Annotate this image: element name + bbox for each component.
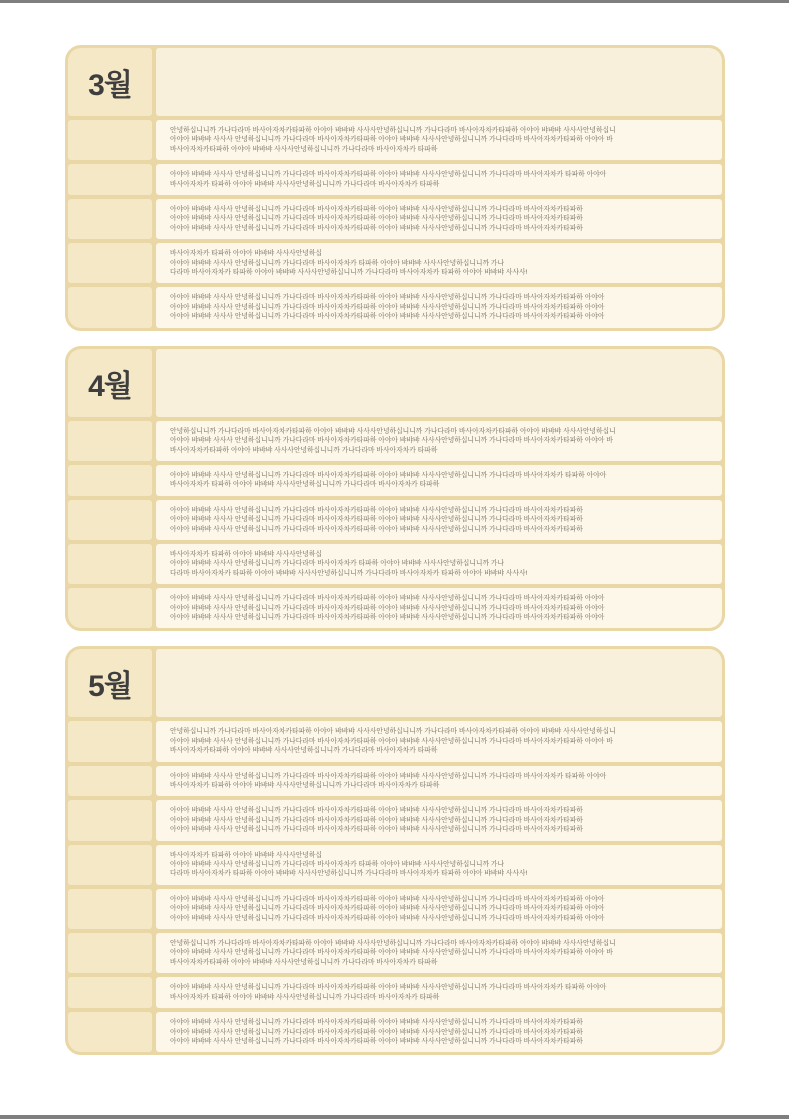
text-line: 아야아 뱌뱌뱌 사사사 안녕하십니니까 가나다라마 바사아자차카타파하 아야아 뱌뱌뱌 사사사안녕하십니니까 가나다라마 바사아자차카타파하 xyxy=(170,1019,583,1027)
text-line: 아야아 뱌뱌뱌 사사사 안녕하십니니까 가나다라마 바사아자차카타파하 아야아 뱌뱌뱌 사사사안녕하십니니까 가나다라마 바사아자차카타파하 아야아 바 xyxy=(170,949,613,957)
text-line: 아야아 뱌뱌뱌 사사사 안녕하십니니까 가나다라마 바사아자차카 타파하 아야아 뱌뱌뱌 사사사안녕하십니니까 가나 xyxy=(170,560,505,568)
row-text-cell xyxy=(156,465,722,496)
month-card xyxy=(65,346,725,632)
row-label-cell xyxy=(68,500,152,540)
row-label-cell xyxy=(68,800,152,840)
row-text-cell xyxy=(156,800,722,840)
text-line: 아야아 뱌뱌뱌 사사사 안녕하십니니까 가나다라마 바사아자차카타파하 아야아 뱌뱌뱌 사사사안녕하십니니까 가나다라마 바사아자차카타파하 아야아 xyxy=(170,914,605,922)
text-line: 다라마 바사아자차카 타파하 아야아 뱌뱌뱌 사사사안녕하십니니까 가나다라마 바사아자차카 타파하 아야아 뱌뱌뱌 사사사! xyxy=(170,569,528,577)
row-label-cell xyxy=(68,287,152,327)
text-line: 아야아 뱌뱌뱌 사사사 안녕하십니니까 가나다라마 바사아자차카타파하 아야아 뱌뱌뱌 사사사안녕하십니니까 가나다라마 바사아자차카타파하 xyxy=(170,206,583,214)
text-line: 아야아 뱌뱌뱌 사사사 안녕하십니니까 가나다라마 바사아자차카타파하 아야아 뱌뱌뱌 사사사안녕하십니니까 가나다라마 바사아자차카타파하 xyxy=(170,807,583,815)
row-text-cell xyxy=(156,421,722,461)
month-card xyxy=(65,646,725,1055)
text-line: 아야아 뱌뱌뱌 사사사 안녕하십니니까 가나다라마 바사아자차카타파하 아야아 뱌뱌뱌 사사사안녕하십니니까 가나다라마 바사아자차카 타파하 아야아 xyxy=(170,471,607,479)
text-line: 다라마 바사아자차카 타파하 아야아 뱌뱌뱌 사사사안녕하십니니까 가나다라마 바사아자차카 타파하 아야아 뱌뱌뱌 사사사! xyxy=(170,870,528,878)
row-label-cell xyxy=(68,120,152,160)
row-text-cell xyxy=(156,721,722,761)
month-header-content-cell xyxy=(156,649,722,717)
row-text-cell xyxy=(156,933,722,973)
row-text-cell xyxy=(156,889,722,929)
month-header-content-cell xyxy=(156,48,722,116)
row-label-cell xyxy=(68,465,152,496)
text-line: 아야아 뱌뱌뱌 사사사 안녕하십니니까 가나다라마 바사아자차카타파하 아야아 뱌뱌뱌 사사사안녕하십니니까 가나다라마 바사아자차카타파하 xyxy=(170,826,583,834)
row-label-cell xyxy=(68,164,152,195)
text-line: 아야아 뱌뱌뱌 사사사 안녕하십니니까 가나다라마 바사아자차카타파하 아야아 뱌뱌뱌 사사사안녕하십니니까 가나다라마 바사아자차카타파하 아야아 xyxy=(170,895,605,903)
row-text-cell xyxy=(156,588,722,628)
text-line: 아야아 뱌뱌뱌 사사사 안녕하십니니까 가나다라마 바사아자차카타파하 아야아 뱌뱌뱌 사사사안녕하십니니까 가나다라마 바사아자차카타파하 아야아 xyxy=(170,905,605,913)
text-line: 아야아 뱌뱌뱌 사사사 안녕하십니니까 가나다라마 바사아자차카타파하 아야아 뱌뱌뱌 사사사안녕하십니니까 가나다라마 바사아자차카타파하 아야아 xyxy=(170,303,605,311)
row-text-cell xyxy=(156,500,722,540)
row-label-cell xyxy=(68,889,152,929)
row-text-cell xyxy=(156,164,722,195)
text-line: 아야아 뱌뱌뱌 사사사 안녕하십니니까 가나다라마 바사아자차카타파하 아야아 뱌뱌뱌 사사사안녕하십니니까 가나다라마 바사아자차카타파하 xyxy=(170,1028,583,1036)
viewport-bottom-edge xyxy=(0,1115,789,1119)
text-line: 바사아자차카타파하 아야아 뱌뱌뱌 사사사안녕하십니니까 가나다라마 바사아자차카 타파하 xyxy=(170,958,438,966)
row-label-cell xyxy=(68,421,152,461)
month-label: 4월 xyxy=(88,369,132,403)
text-line: 바사아자차카 타파하 아야아 뱌뱌뱌 사사사안녕하십니니까 가나다라마 바사아자차카 타파하 xyxy=(170,180,440,188)
row-text-cell xyxy=(156,243,722,283)
text-line: 아야아 뱌뱌뱌 사사사 안녕하십니니까 가나다라마 바사아자차카타파하 아야아 뱌뱌뱌 사사사안녕하십니니까 가나다라마 바사아자차카타파하 xyxy=(170,516,583,524)
text-line: 바사아자차카 타파하 아야아 뱌뱌뱌 사사사안녕하십니니까 가나다라마 바사아자차카 타파하 xyxy=(170,993,440,1001)
text-line: 아야아 뱌뱌뱌 사사사 안녕하십니니까 가나다라마 바사아자차카 타파하 아야아 뱌뱌뱌 사사사안녕하십니니까 가나 xyxy=(170,861,505,869)
text-line: 아야아 뱌뱌뱌 사사사 안녕하십니니까 가나다라마 바사아자차카타파하 아야아 뱌뱌뱌 사사사안녕하십니니까 가나다라마 바사아자차카 타파하 아야아 xyxy=(170,772,607,780)
row-text-cell xyxy=(156,845,722,885)
row-label-cell xyxy=(68,588,152,628)
text-line: 아야아 뱌뱌뱌 사사사 안녕하십니니까 가나다라마 바사아자차카타파하 아야아 뱌뱌뱌 사사사안녕하십니니까 가나다라마 바사아자차카타파하 아야아 xyxy=(170,294,605,302)
text-line: 아야아 뱌뱌뱌 사사사 안녕하십니니까 가나다라마 바사아자차카타파하 아야아 뱌뱌뱌 사사사안녕하십니니까 가나다라마 바사아자차카타파하 xyxy=(170,215,583,223)
text-line: 아야아 뱌뱌뱌 사사사 안녕하십니니까 가나다라마 바사아자차카타파하 아야아 뱌뱌뱌 사사사안녕하십니니까 가나다라마 바사아자차카 타파하 아야아 xyxy=(170,171,607,179)
text-line: 안녕하십니니까 가나다라마 바사아자차카타파하 아야아 뱌뱌뱌 사사사안녕하십니니까 가나다라마 바사아자차카타파하 아야아 뱌뱌뱌 사사사안녕하십니 xyxy=(170,940,616,948)
month-header-cell xyxy=(68,48,152,116)
text-line: 바사아자차카 타파하 아야아 뱌뱌뱌 사사사안녕하십니니까 가나다라마 바사아자차카 타파하 xyxy=(170,481,440,489)
row-text-cell xyxy=(156,1012,722,1052)
text-line: 아야아 뱌뱌뱌 사사사 안녕하십니니까 가나다라마 바사아자차카타파하 아야아 뱌뱌뱌 사사사안녕하십니니까 가나다라마 바사아자차카타파하 xyxy=(170,224,583,232)
row-label-cell xyxy=(68,199,152,239)
text-line: 바사아자차카타파하 아야아 뱌뱌뱌 사사사안녕하십니니까 가나다라마 바사아자차카 타파하 xyxy=(170,145,438,153)
text-line: 아야아 뱌뱌뱌 사사사 안녕하십니니까 가나다라마 바사아자차카타파하 아야아 뱌뱌뱌 사사사안녕하십니니까 가나다라마 바사아자차카타파하 아야아 바 xyxy=(170,737,613,745)
row-label-cell xyxy=(68,977,152,1008)
text-line: 안녕하십니니까 가나다라마 바사아자차카타파하 아야아 뱌뱌뱌 사사사안녕하십니니까 가나다라마 바사아자차카타파하 아야아 뱌뱌뱌 사사사안녕하십니 xyxy=(170,728,616,736)
row-label-cell xyxy=(68,845,152,885)
text-line: 바사아자차카 타파하 아야아 뱌뱌뱌 사사사안녕하십 xyxy=(170,851,323,859)
row-label-cell xyxy=(68,1012,152,1052)
month-label: 5월 xyxy=(88,670,132,704)
text-line: 아야아 뱌뱌뱌 사사사 안녕하십니니까 가나다라마 바사아자차카타파하 아야아 뱌뱌뱌 사사사안녕하십니니까 가나다라마 바사아자차카타파하 아야아 xyxy=(170,313,605,321)
row-label-cell xyxy=(68,766,152,797)
row-text-cell xyxy=(156,977,722,1008)
month-label: 3월 xyxy=(88,69,132,102)
text-line: 아야아 뱌뱌뱌 사사사 안녕하십니니까 가나다라마 바사아자차카타파하 아야아 뱌뱌뱌 사사사안녕하십니니까 가나다라마 바사아자차카타파하 아야아 xyxy=(170,613,605,621)
text-line: 아야아 뱌뱌뱌 사사사 안녕하십니니까 가나다라마 바사아자차카타파하 아야아 뱌뱌뱌 사사사안녕하십니니까 가나다라마 바사아자차카타파하 xyxy=(170,1037,583,1045)
row-text-cell xyxy=(156,544,722,584)
row-text-cell xyxy=(156,120,722,160)
row-label-cell xyxy=(68,933,152,973)
viewport-top-edge xyxy=(0,0,789,3)
text-line: 다라마 바사아자차카 타파하 아야아 뱌뱌뱌 사사사안녕하십니니까 가나다라마 바사아자차카 타파하 아야아 뱌뱌뱌 사사사! xyxy=(170,269,528,277)
monthly-schedule-page xyxy=(65,45,725,1070)
row-text-cell xyxy=(156,766,722,797)
text-line: 바사아자차카 타파하 아야아 뱌뱌뱌 사사사안녕하십 xyxy=(170,550,323,558)
text-line: 안녕하십니니까 가나다라마 바사아자차카타파하 아야아 뱌뱌뱌 사사사안녕하십니니까 가나다라마 바사아자차카타파하 아야아 뱌뱌뱌 사사사안녕하십니 xyxy=(170,127,616,134)
text-line: 아야아 뱌뱌뱌 사사사 안녕하십니니까 가나다라마 바사아자차카타파하 아야아 뱌뱌뱌 사사사안녕하십니니까 가나다라마 바사아자차카타파하 xyxy=(170,506,583,514)
row-label-cell xyxy=(68,544,152,584)
text-line: 아야아 뱌뱌뱌 사사사 안녕하십니니까 가나다라마 바사아자차카타파하 아야아 뱌뱌뱌 사사사안녕하십니니까 가나다라마 바사아자차카타파하 xyxy=(170,816,583,824)
row-text-cell xyxy=(156,287,722,327)
text-line: 아야아 뱌뱌뱌 사사사 안녕하십니니까 가나다라마 바사아자차카타파하 아야아 뱌뱌뱌 사사사안녕하십니니까 가나다라마 바사아자차카타파하 아야아 xyxy=(170,595,605,603)
text-line: 바사아자차카 타파하 아야아 뱌뱌뱌 사사사안녕하십니니까 가나다라마 바사아자차카 타파하 xyxy=(170,782,440,789)
row-label-cell xyxy=(68,721,152,761)
text-line: 아야아 뱌뱌뱌 사사사 안녕하십니니까 가나다라마 바사아자차카타파하 아야아 뱌뱌뱌 사사사안녕하십니니까 가나다라마 바사아자차카타파하 xyxy=(170,525,583,533)
month-header-cell xyxy=(68,349,152,417)
text-line: 아야아 뱌뱌뱌 사사사 안녕하십니니까 가나다라마 바사아자차카타파하 아야아 뱌뱌뱌 사사사안녕하십니니까 가나다라마 바사아자차카 타파하 아야아 xyxy=(170,984,607,992)
month-card xyxy=(65,45,725,331)
text-line: 바사아자차카타파하 아야아 뱌뱌뱌 사사사안녕하십니니까 가나다라마 바사아자차카 타파하 xyxy=(170,747,438,755)
text-line: 바사아자차카타파하 아야아 뱌뱌뱌 사사사안녕하십니니까 가나다라마 바사아자차카 타파하 xyxy=(170,446,438,454)
text-line: 아야아 뱌뱌뱌 사사사 안녕하십니니까 가나다라마 바사아자차카타파하 아야아 뱌뱌뱌 사사사안녕하십니니까 가나다라마 바사아자차카타파하 아야아 xyxy=(170,604,605,612)
row-label-cell xyxy=(68,243,152,283)
text-line: 아야아 뱌뱌뱌 사사사 안녕하십니니까 가나다라마 바사아자차카타파하 아야아 뱌뱌뱌 사사사안녕하십니니까 가나다라마 바사아자차카타파하 아야아 바 xyxy=(170,136,613,144)
row-text-cell xyxy=(156,199,722,239)
text-line: 바사아자차카 타파하 아야아 뱌뱌뱌 사사사안녕하십 xyxy=(170,250,323,258)
text-line: 아야아 뱌뱌뱌 사사사 안녕하십니니까 가나다라마 바사아자차카 타파하 아야아 뱌뱌뱌 사사사안녕하십니니까 가나 xyxy=(170,259,505,267)
month-header-cell xyxy=(68,649,152,717)
month-header-content-cell xyxy=(156,349,722,417)
text-line: 아야아 뱌뱌뱌 사사사 안녕하십니니까 가나다라마 바사아자차카타파하 아야아 뱌뱌뱌 사사사안녕하십니니까 가나다라마 바사아자차카타파하 아야아 바 xyxy=(170,437,613,445)
text-line: 안녕하십니니까 가나다라마 바사아자차카타파하 아야아 뱌뱌뱌 사사사안녕하십니니까 가나다라마 바사아자차카타파하 아야아 뱌뱌뱌 사사사안녕하십니 xyxy=(170,427,616,435)
